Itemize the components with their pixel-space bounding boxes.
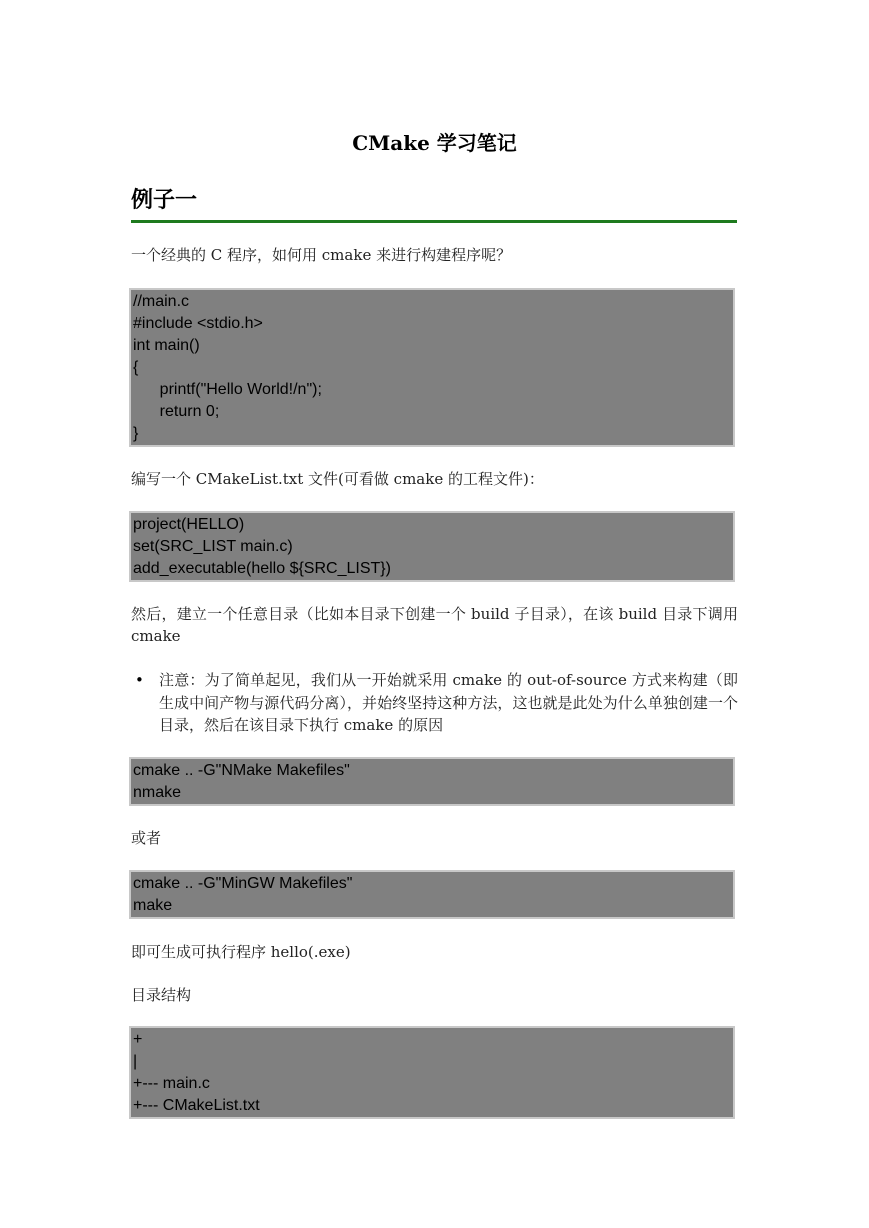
code-line: return 0; <box>133 403 220 420</box>
code-line: //main.c <box>133 293 190 310</box>
code-line: make <box>133 897 173 914</box>
code-block-cmakelist <box>129 511 735 582</box>
code-block-nmake <box>129 757 735 806</box>
code-line: +--- main.c <box>133 1075 210 1092</box>
bullet-icon: • <box>135 671 144 689</box>
code-block-main-c <box>129 288 735 447</box>
code-line: printf("Hello World!/n"); <box>133 381 322 398</box>
code-block-directory-tree <box>129 1026 735 1119</box>
result-paragraph: 即可生成可执行程序 hello(.exe) <box>131 943 351 961</box>
section-heading: 例子一 <box>131 188 198 213</box>
code-line: | <box>133 1053 138 1070</box>
note-text: 注意：为了简单起见，我们从一开始就采用 cmake 的 out-of-source 方式来构建（即生成中间产物与源代码分离），并始终坚持这种方法，这也就是此处为什么单独创建一个目录，然后在该目录下执行 cmake 的原因 <box>159 671 738 734</box>
code-line: nmake <box>133 784 182 801</box>
code-line: cmake .. -G"NMake Makefiles" <box>133 762 350 779</box>
code-block-mingw <box>129 870 735 919</box>
tree-paragraph: 目录结构 <box>131 986 192 1004</box>
code-line: + <box>133 1031 143 1048</box>
code-line: cmake .. -G"MinGW Makefiles" <box>133 875 353 892</box>
intro-paragraph: 一个经典的 C 程序，如何用 cmake 来进行构建程序呢？ <box>131 246 512 264</box>
document-title: CMake 学习笔记 <box>352 131 517 155</box>
code-line: +--- CMakeList.txt <box>133 1097 260 1114</box>
code-line: set(SRC_LIST main.c) <box>133 538 293 555</box>
cmakelist-paragraph: 编写一个 CMakeList.txt 文件(可看做 cmake 的工程文件)： <box>131 470 544 488</box>
or-paragraph: 或者 <box>131 829 162 847</box>
code-line: { <box>133 359 139 376</box>
code-line: add_executable(hello ${SRC_LIST}) <box>133 560 391 577</box>
code-line: int main() <box>133 337 200 354</box>
section-divider <box>131 220 737 223</box>
code-line: project(HELLO) <box>133 516 245 533</box>
code-line: #include <stdio.h> <box>133 315 263 332</box>
build-dir-paragraph: 然后，建立一个任意目录（比如本目录下创建一个 build 子目录），在该 build 目录下调用 cmake <box>131 605 738 645</box>
note-list-item <box>135 669 738 737</box>
code-line: } <box>133 425 139 442</box>
